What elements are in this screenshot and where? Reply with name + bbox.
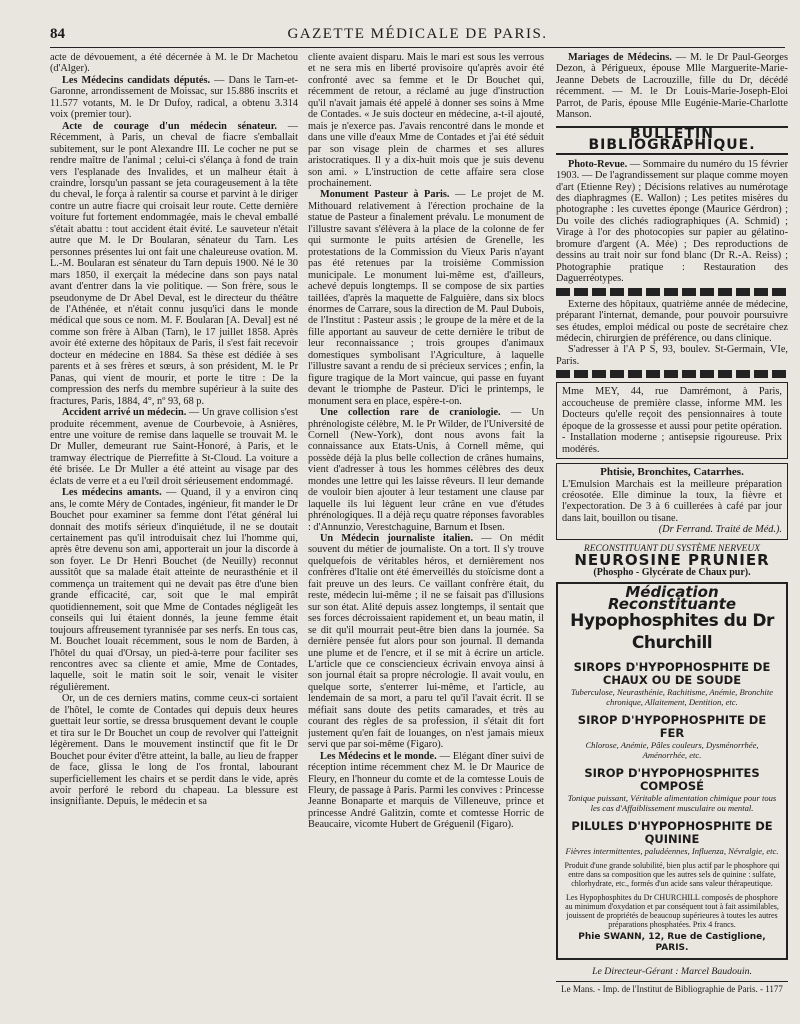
column-3 xyxy=(556,52,788,1022)
article-paragraph: Les médecins amants. — Quand, il y a environ cinq ans, le comte Méry de Contades, ingénieur, fit mander le Dr Bouchet pour examiner sa femme dont l'état général lui donnait des motifs sérieux d'inquiétude, il ne se doutait certainement pas qu'il introduisait chez lui l'homme qui, après être devenu son ami, apporterait un jour la discorde à son foyer. Le Dr Henri Bouchet (de Neuilly) reconnut aussitôt que sa malade était atteinte de neurasthénie et il commença un traitement qui ne devait pas être d'une bien grande efficacité, car, soit que le mal empirât quotidiennement, soit que Mme de Contades négligeât les conseils qui lui étaient donnés, la jeune femme était toujours affreusement tyrannisée par ses nerfs. En tous cas, M. Bouchet louait récemment, sous le nom de Barden, à l'hôtel du quai d'Orsay, un pied-à-terre pour faciliter ses rencontres avec sa cliente et amie, Mme de Contades, laquelle, soit le matin soit le soir, venait le visiter régulièrement. xyxy=(50,487,298,693)
ad-brand: Hypophosphites du Dr Churchill xyxy=(570,611,774,654)
article-heading: Accident arrivé un médecin. xyxy=(62,407,187,419)
article-paragraph: Un Médecin journaliste italien. — On médit souvent du métier de journaliste. On a tort. Il s'y trouve quelquefois de véritables héros, et dernièrement nos confrères d'Italie ont été émerveillés du stoïcisme dont a fait preuve un des leurs. Ce vaillant confrère était, du reste, médecin lui-même ; il ne se faisait pas d'illusions sur son état. Alité depuis assez longtemps, il sentait que ses forces décroissaient rapidement et, un beau matin, il se dit qu'il mourrait peut-être bien dans la journée. Sa dernière pensée fut alors pour son journal. Il demanda une plume et de l'encre, et il se mit à écrire un article. L'article que ce consciencieux écrivain envoya ainsi à son journal était sa propre nécrologie. Il avait voulu, en quelque sorte, s'enterrer lui-même, et l'article, au lendemain de sa mort, a paru tel qu'il l'avait écrit. Il se méfiait sans doute des petits camarades, et très au courant des règles de sa profession, il s'était dit fort justement qu'en fait de louanges, on n'est jamais mieux servi que par soi-même (Figaro). xyxy=(308,533,544,751)
neurosine-tagline: RECONSTITUANT DU SYSTÈME NERVEUX xyxy=(583,543,761,554)
externe-address: S'adresser à l'A P S, 93, boulev. St-Germain, VIe, Paris. xyxy=(556,344,788,367)
ad-indications: Chlorose, Anémie, Pâles couleurs, Dysménorrhée, Aménorrhée, etc. xyxy=(585,740,759,761)
directeur-gerant: Le Directeur-Gérant : Marcel Baudouin. xyxy=(592,965,752,977)
article-paragraph: Accident arrivé un médecin. — Un grave collision s'est produite récemment, avenue de Courbevoie, à Asnières, entre une voiture de remise dans laquelle se trouvait M. le Dr Muller, demeurant rue Saint-Honoré, à Paris, et le tramway électrique de Pierrefitte à St-Cloud. La voiture a été brisée. Le Dr Muller a été atteint au visage par des éclats de verre et a eu l'œil droit sérieusement endommagé. xyxy=(50,407,298,487)
neurosine-name: NEUROSINE PRUNIER xyxy=(574,551,770,570)
ad-indications: Fièvres intermittentes, paludéennes, Influenza, Névralgie, etc. xyxy=(565,846,779,857)
ad-product: PILULES D'HYPOPHOSPHITE DE QUININE xyxy=(571,819,773,847)
running-title: GAZETTE MÉDICALE DE PARIS. xyxy=(287,26,548,42)
article-heading: Mariages de Médecins. xyxy=(568,52,672,63)
article-paragraph: Une collection rare de craniologie. — Un phrénologiste célèbre, M. le Pr Wilder, de l'Université de Cornell (New-York), dont nous avons fait la connaissance aux Etats-Unis, à Cornell même, qui possède déjà la plus belle collection de crânes humains, vient d'adresser à tous les hommes célèbres des deux mondes une lettre qui les laisse rêveurs. Il leur demande de vouloir bien ajouter à leur testament une clause par laquelle ils lui lèguent leur crâne en vue d'études phrénologiques. Il a déjà reçu quatre réponses favorables : d'Annunzio, Verestchaguine, Barnum et Ibsen. xyxy=(308,407,544,533)
photo-revue-paragraph: Photo-Revue. — Sommaire du numéro du 15 février 1903. — De l'agrandissement sur plaque comme moyen d'art (Etienne Rey) ; Décisions relatives au numérotage des diaphragmes (E. Wallon) ; Les petites misères du photographe : les cuvettes éponge (Maurice Gérdron) ; Du voile des clichés radiographiques (A. Schmid) ; Virage à l'or des photocopies sur papier au gélatino-bromure d'argent (A. Mée) ; Des reproductions de dessins au trait noir sur fond blanc (Dr R.-A. Reiss) ; Photographie pratique : Restauration des Daguerréotypes. xyxy=(556,158,788,285)
ad-address: Phie SWANN, 12, Rue de Castiglione, PARIS. xyxy=(578,932,766,954)
article-heading: Une collection rare de craniologie. xyxy=(320,407,501,419)
churchill-ad xyxy=(556,582,788,960)
page-header xyxy=(50,26,785,44)
dashed-separator xyxy=(556,288,788,296)
column-1 xyxy=(50,52,298,1022)
article-heading: Les médecins amants. xyxy=(62,487,162,499)
mey-ad-box xyxy=(556,382,788,459)
ad-indications: Tuberculose, Neurasthénie, Rachitisme, Anémie, Bronchite chronique, Allaitement, Dentition, etc. xyxy=(570,687,774,708)
article-paragraph: Les Médecins candidats députés. — Dans le Tarn-et-Garonne, arrondissement de Moissac, sur 15.886 inscrits et 11.577 votants, M. le Dr Dufoy, radical, a obtenu 3.314 voix (premier tour). xyxy=(50,74,298,121)
article-heading: Monument Pasteur à Paris. xyxy=(320,189,450,201)
phtisie-reference: (Dr Ferrand. Traité de Méd.). xyxy=(658,524,782,536)
ad-fine-print: Produit d'une grande solubilité, bien plus actif par le phosphore qui entre dans sa composition que les autres sels de quinine : sulfate, chlorhydrate, etc., formés d'un acide sans valeur thérapeutique. xyxy=(564,861,780,889)
neurosine-subtitle: (Phospho - Glycérate de Chaux pur). xyxy=(593,566,751,578)
article-heading: Les Médecins candidats députés. xyxy=(62,74,211,86)
ad-product: SIROPS D'HYPOPHOSPHITE DE CHAUX OU DE SOUDE xyxy=(573,660,771,688)
ad-indications: Tonique puissant, Véritable alimentation chimique pour tous les cas d'Affaiblissement musculaire ou mental. xyxy=(567,793,777,814)
ad-title: Médication Reconstituante xyxy=(607,583,737,613)
ad-fine-print: Les Hypophosphites du Dr CHURCHILL composés de phosphore au minimum d'oxydation et par conséquent tout à fait assimilables, jouissent de propriétés de beaucoup supérieures à toutes les autres préparations phosphatées. Prix 4 francs. xyxy=(565,893,779,930)
phtisie-ad-box xyxy=(556,463,788,540)
article-paragraph: Or, un de ces derniers matins, comme ceux-ci sortaient de l'hôtel, le comte de Contades qui depuis deux heures guettait leur sortie, se dressa brusquement devant le couple et tira sur le Dr Bouchet un coup de revolver qui l'atteignit légèrement. Dans le mouvement instinctif que fit le Dr Bouchet pour éviter d'être atteint, la balle, au lieu de frapper de face, glissa le long de l'os frontal, labourant superficiellement les chairs et se perdit dans le vide, après avoir perforé le rebord du chapeau. La blessure est insignifiante. Depuis, le médecin et sa xyxy=(50,693,298,808)
externe-notice: Externe des hôpitaux, quatrième année de médecine, préparant l'internat, demande, pour pouvoir poursuivre ses études, emploi médical ou poste de secrétaire chez médecin, chirurgien de préférence, ou dans clinique. xyxy=(556,298,788,344)
article-heading: Acte de courage d'un médecin sénateur. xyxy=(62,120,277,132)
bulletin-title: BULLETIN BIBLIOGRAPHIQUE. xyxy=(556,126,788,155)
article-paragraph: acte de dévouement, a été décernée à M. le Dr Machetou (d'Alger). xyxy=(50,52,298,75)
column-2 xyxy=(308,52,544,1022)
phtisie-title: Phtisie, Bronchites, Catarrhes. xyxy=(600,466,744,479)
article-heading: Photo-Revue. xyxy=(568,158,628,170)
article-paragraph: cliente avaient disparu. Mais le mari est sous les verrous et ne sera mis en liberté provisoire qu'après avoir été confronté avec sa femme et le Dr Bouchet qui, récemment de retour, a réclamé au juge d'instruction qu'il n'avait jamais été appelé à donner ses soins à Mme de Contades. « Je suis docteur en médecine, a-t-il ajouté, mais je n'exerce pas. J'avais rencontré dans le monde et dans une ville d'eaux Mme de Contades et j'ai été séduit par son visage plein de charmes et ses allures aristocratiques. Il y a dix-huit mois que je suis devenu son ami. » L'instruction de cette affaire sera close prochainement. xyxy=(308,52,544,189)
ad-product: SIROP D'HYPOPHOSPHITES COMPOSÉ xyxy=(584,766,760,794)
imprint: Le Mans. - Imp. de l'Institut de Bibliographie de Paris. - 1177 xyxy=(556,981,788,995)
header-rule xyxy=(50,47,785,48)
article-paragraph: Acte de courage d'un médecin sénateur. — Récemment, à Paris, un cheval de fiacre s'emballait subitement, sur le pont Alexandre III. Le cocher ne put se rendre maître de l'animal ; celui-ci s'élança à fond de train vers l'esplanade des Invalides, et un malheur était à craindre, lorsqu'un passant se jeta courageusement à la tête du cheval, le força à ralentir sa course et parvint à le diriger contre un autre fiacre qui croisait leur route. Cette dernière voiture fut fortement endommagée, mais le cheval emballé s'était abattu : tout accident était évité. Le sauveteur n'était autre que M. le Dr Boularan, sénateur du Tarn. Les personnes présentes lui ont fait une chaleureuse ovation. M. L.-M. Boularan est sénateur du Tarn depuis 1900. Né le 30 mars 1850, il exerçait la médecine dans son pays natal avant d'entrer dans la vie politique. — Son frère, sous le pseudonyme de Dr Abel Deval, est le directeur du théâtre de l'Athénée, et n'était connu jusqu'ici dans le monde médical que sous ce nom. M. F. Boularan [A. Deval] est né comme son frère à Alban (Tarn), le 17 juillet 1858. Après avoir été externe des hôpitaux de Paris, il s'est fait recevoir docteur en médecine en 1884. Sa thèse est dédiée à ses parents et à ses frères et sœurs, à son président, M. le Pr Panas, qui vient de mourir, et porte le titre : De la compression des nerfs du membre supérieur à la suite des fractures, Paris, 1884, 4°, nº 93, 68 p. xyxy=(50,120,298,407)
ad-product: SIROP D'HYPOPHOSPHITE DE FER xyxy=(577,713,767,741)
dashed-separator xyxy=(556,370,788,378)
mey-ad-text: Mme MEY, 44, rue Damrémont, à Paris, accoucheuse de première classe, informe MM. les Docteurs qu'elle reçoit des pensionnaires à toute époque de la grossesse et aussi pour petite opération. - Installation moderne ; antisepsie rigoureuse. Prix modérés. xyxy=(562,386,782,455)
mariages-paragraph: Mariages de Médecins. — M. le Dr Paul-Georges Dezon, à Périgueux, épouse Mlle Marguerite-Marie-Jeanne Debets de Lacrouzille, fille du Dr, décédé récemment. — M. le Dr Louis-Marie-Joseph-Eloi Parrot, de Paris, épouse Mlle Eugénie-Marie-Charlotte Manson. xyxy=(556,52,788,121)
article-heading: Les Médecins et le monde. xyxy=(320,750,437,762)
article-heading: Un Médecin journaliste italien. xyxy=(320,533,474,545)
page-number: 84 xyxy=(50,26,65,42)
article-paragraph: Monument Pasteur à Paris. — Le projet de M. Mithouard relativement à l'érection prochaine de la statue de Pasteur a finalement prévalu. Le monument de l'illustre savant s'élèvera à la place de la colonne de fer qui surmonte le puits artésien de Grenelle, les protestations de la Commission du Vieux Paris n'ayant pas été retenues par la troisième Commission municipale. Le monument lui-même est, d'ailleurs, achevé depuis longtemps. Il se compose de six parties taillées, d'après la maquette de Falguière, dans six blocs énormes de Carrare, sous la direction de M. Paul Dubois, de l'Institut : Pasteur assis ; le groupe de la mère et de la fille apportant au sauveur de cette dernière le tribut de leur reconnaissance ; trois groupes d'animaux domestiques symbolisant l'Agriculture, à laquelle l'illustre savant a rendu de si précieux services ; enfin, la figure tragique de la Mort vaincue, qui passe en fuyant devant le triomphe de Pasteur. D'ici le printemps, le monument sera en place, espère-t-on. xyxy=(308,189,544,407)
phtisie-text: L'Emulsion Marchais est la meilleure préparation créosotée. Elle diminue la toux, la fièvre et l'expectoration. De 3 à 6 cuillerées à café par jour dans lait, bouillon ou tisane. xyxy=(562,478,782,524)
article-paragraph: Les Médecins et le monde. — Elégant dîner suivi de réception intime récemment chez M. le Dr Maurice de Fleury, en l'honneur du comte et de la comtesse Louis de Fleury, de passage à Paris. Parmi les convives : Princesse Jeanne Bonaparte et marquis de Villeneuve, prince et princesse André Galitzin, comte et comtesse Horric de Beaucaire, vicomte Hubert de Gréguenil (Figaro). xyxy=(308,750,544,831)
